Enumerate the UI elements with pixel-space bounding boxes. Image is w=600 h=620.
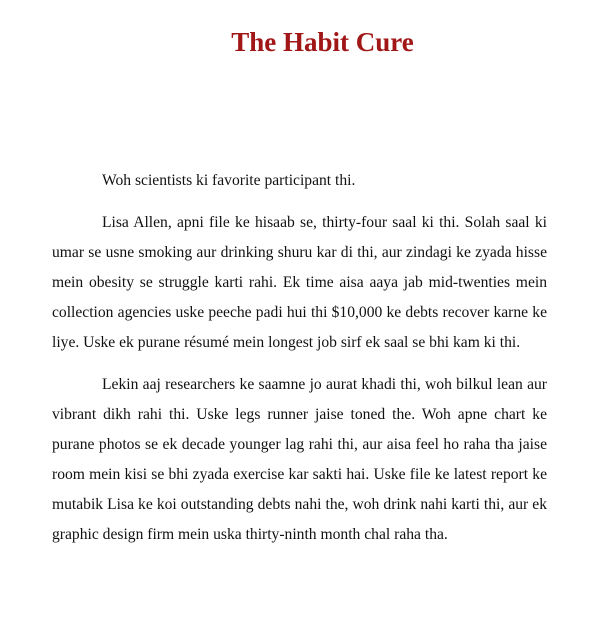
paragraph-1: Woh scientists ki favorite participant thi.	[102, 172, 356, 189]
document-body	[52, 166, 547, 562]
paragraph-3: Lekin aaj researchers ke saamne jo aurat khadi thi, woh bilkul lean aur vibrant dikh rahi thi. Uske legs runner jaise toned the. Woh apne chart ke purane photos se ek decade younger lag rahi thi, aur aisa feel ho raha tha jaise room mein kisi se bhi zyada exercise kar sakti hai. Uske file ke latest report ke mutabik Lisa ke koi outstanding debts nahi the, woh drink nahi karti thi, aur ek graphic design firm mein uska thirty-ninth month chal raha tha.	[52, 376, 547, 543]
document-title: The Habit Cure	[231, 27, 414, 57]
paragraph-2: Lisa Allen, apni file ke hisaab se, thirty-four saal ki thi. Solah saal ki umar se usne smoking aur drinking shuru kar di thi, aur zindagi ke zyada hisse mein obesity se struggle karti rahi. Ek time aisa aaya jab mid-twenties mein collection agencies uske peeche padi hui thi $10,000 ke debts recover karne ke liye. Uske ek purane résumé mein longest job sirf ek saal se bhi kam ki thi.	[52, 214, 547, 351]
